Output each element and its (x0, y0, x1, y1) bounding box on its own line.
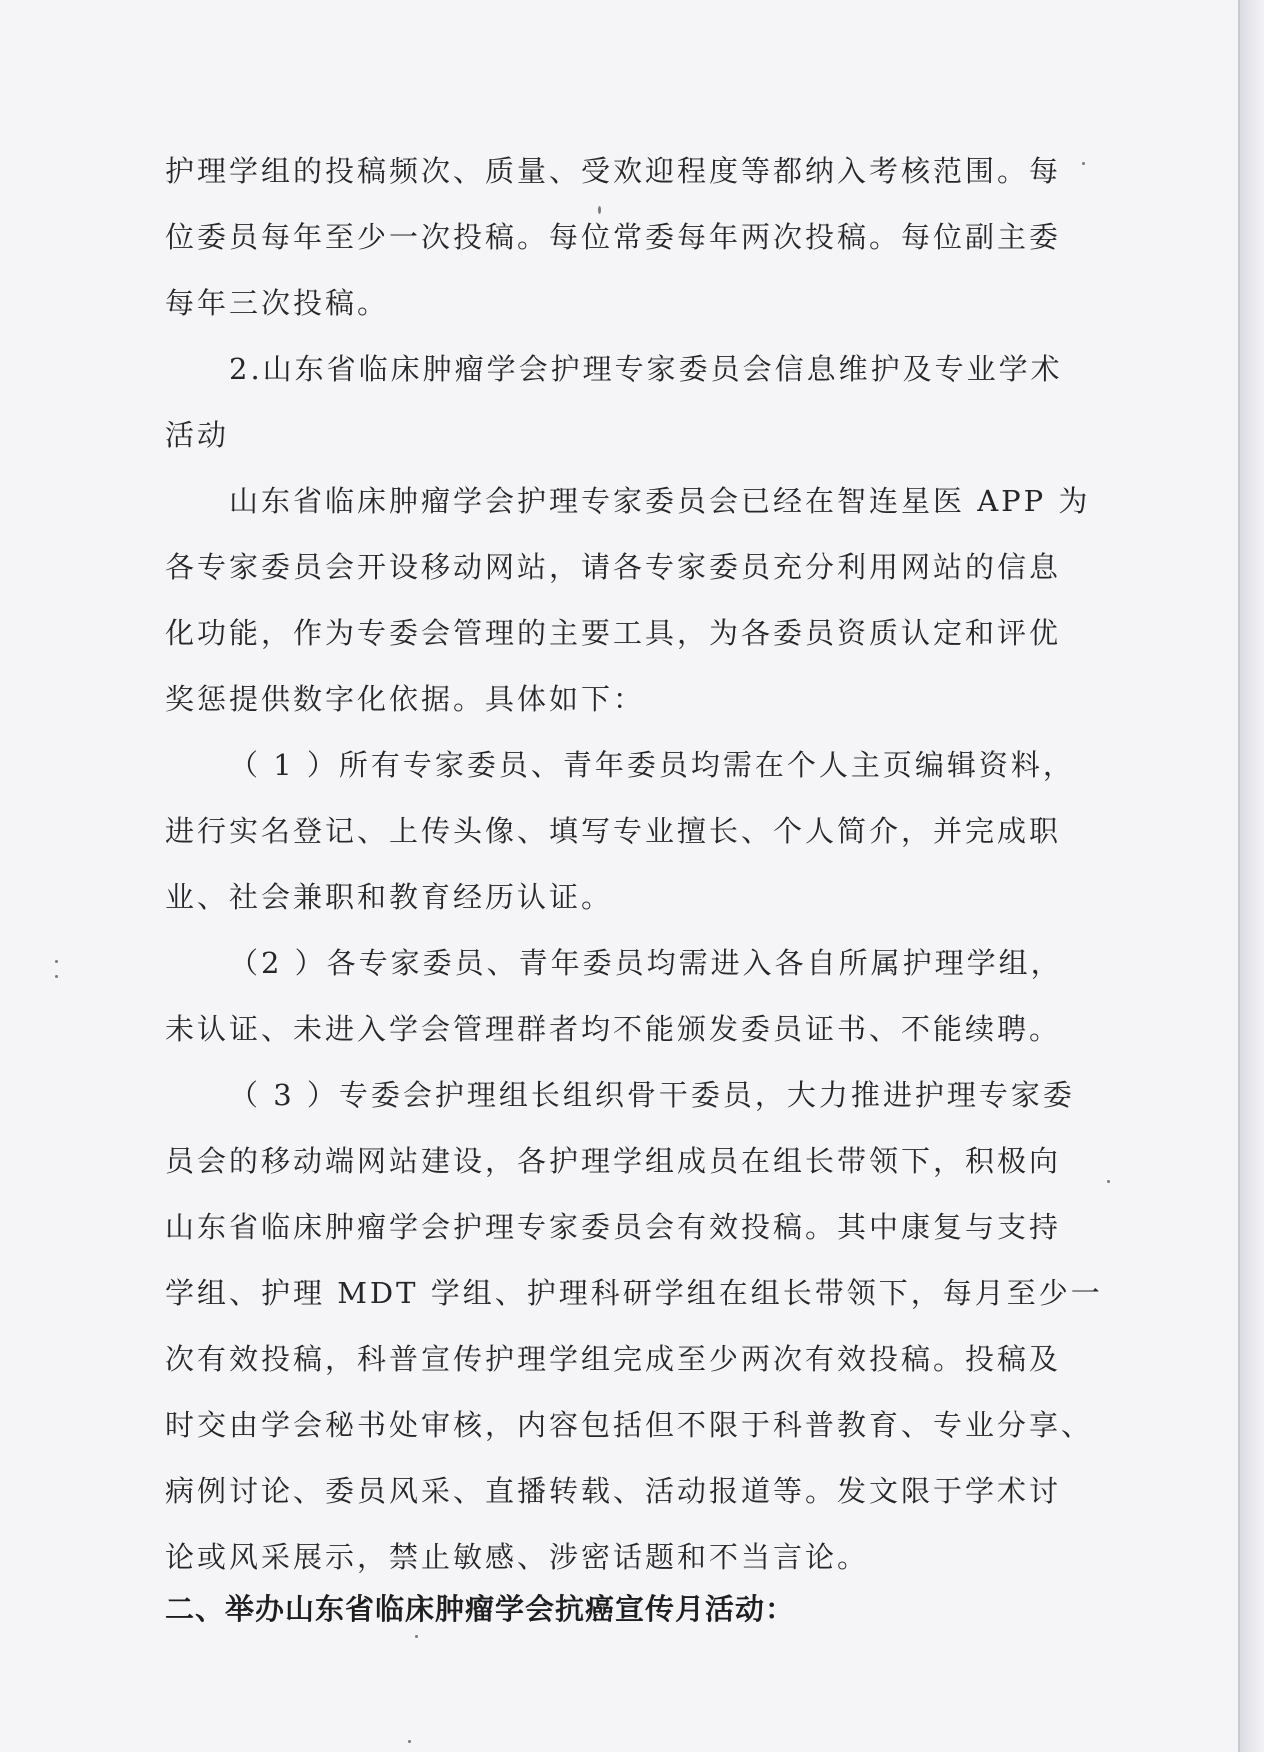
scan-speck (598, 206, 601, 214)
scan-speck (55, 960, 58, 963)
list-item-1-cont: 进行实名登记、上传头像、填写专业擅长、个人简介，并完成职 (165, 814, 1062, 848)
subsection-heading: 2.山东省临床肿瘤学会护理专家委员会信息维护及专业学术 (229, 352, 1063, 386)
list-item-1: （ 1 ）所有专家委员、青年委员均需在个人主页编辑资料， (229, 748, 1075, 782)
list-item-3-cont: 次有效投稿，科普宣传护理学组完成至少两次有效投稿。投稿及 (165, 1342, 1062, 1376)
list-item-3-cont: 论或风采展示，禁止敏感、涉密话题和不当言论。 (165, 1540, 870, 1574)
scan-speck (415, 1635, 418, 1638)
paragraph-line: 奖惩提供数字化依据。具体如下： (165, 682, 646, 716)
list-item-3-cont: 员会的移动端网站建设，各护理学组成员在组长带领下，积极向 (165, 1144, 1062, 1178)
scan-speck (55, 975, 58, 978)
text-line: 护理学组的投稿频次、质量、受欢迎程度等都纳入考核范围。每 (165, 154, 1062, 188)
subsection-heading-cont: 活动 (165, 418, 230, 452)
text-line: 位委员每年至少一次投稿。每位常委每年两次投稿。每位副主委 (165, 220, 1062, 254)
list-item-3-cont: 山东省临床肿瘤学会护理专家委员会有效投稿。其中康复与支持 (165, 1210, 1062, 1244)
scan-speck (408, 1740, 411, 1743)
list-item-3: （ 3 ）专委会护理组长组织骨干委员，大力推进护理专家委 (229, 1078, 1075, 1112)
paragraph-line: 各专家委员会开设移动网站，请各专家委员充分利用网站的信息 (165, 550, 1062, 584)
scan-speck (1107, 1180, 1110, 1183)
scan-speck (1082, 162, 1085, 165)
list-item-3-cont: 时交由学会秘书处审核，内容包括但不限于科普教育、专业分享、 (165, 1408, 1094, 1442)
list-item-3-cont: 学组、护理 MDT 学组、护理科研学组在组长带领下，每月至少一 (165, 1276, 1103, 1310)
list-item-2-cont: 未认证、未进入学会管理群者均不能颁发委员证书、不能续聘。 (165, 1012, 1062, 1046)
page-edge (1240, 0, 1264, 1752)
text-line: 每年三次投稿。 (165, 286, 390, 320)
list-item-2: （2 ）各专家委员、青年委员均需进入各自所属护理学组， (229, 946, 1063, 980)
section-heading: 二、举办山东省临床肿瘤学会抗癌宣传月活动： (165, 1592, 796, 1626)
list-item-1-cont: 业、社会兼职和教育经历认证。 (165, 880, 614, 914)
paragraph-line: 山东省临床肿瘤学会护理专家委员会已经在智连星医 APP 为 (229, 484, 1091, 518)
paragraph-line: 化功能，作为专委会管理的主要工具，为各委员资质认定和评优 (165, 616, 1062, 650)
list-item-3-cont: 病例讨论、委员风采、直播转载、活动报道等。发文限于学术讨 (165, 1474, 1062, 1508)
